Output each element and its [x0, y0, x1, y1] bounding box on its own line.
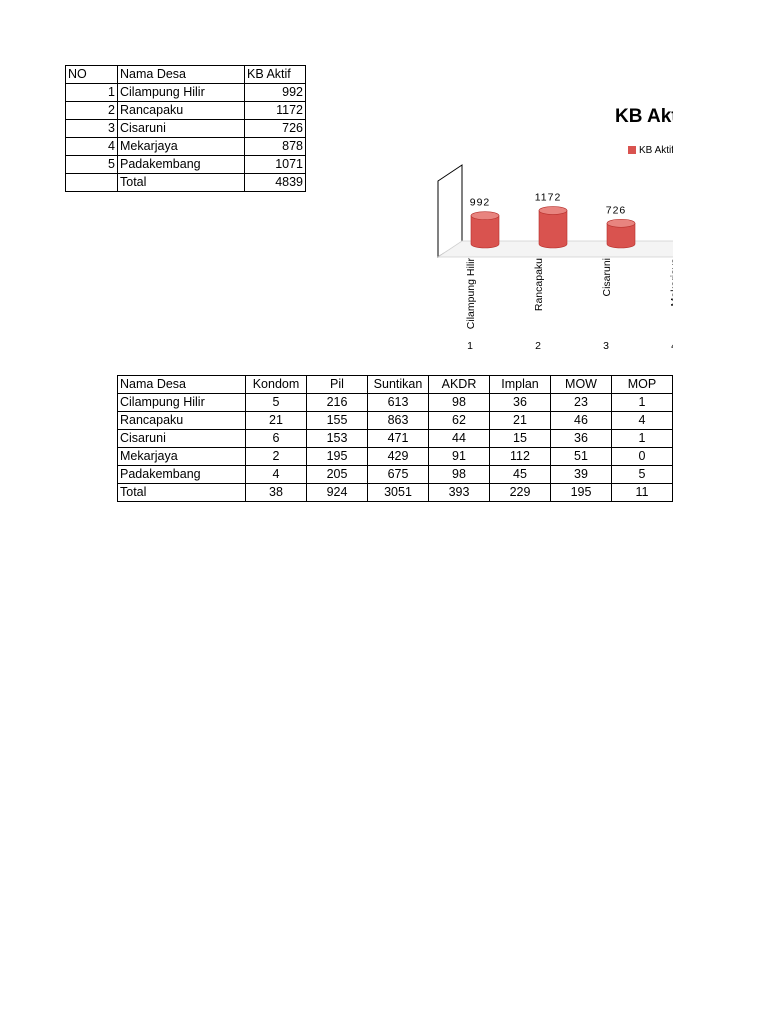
- table-row: [66, 84, 306, 102]
- value-cell: 98: [429, 394, 490, 412]
- total-value: 195: [551, 484, 612, 502]
- category-label: Cisaruni: [601, 258, 613, 297]
- table-row: [118, 394, 673, 412]
- total-value: 4839: [245, 174, 306, 192]
- header-cell: Implan: [490, 376, 551, 394]
- bar: [539, 207, 567, 248]
- x-tick-number: 2: [535, 340, 541, 352]
- data-label: 992: [469, 196, 491, 209]
- value-cell: 44: [429, 430, 490, 448]
- legend-label: KB Aktif: [639, 145, 675, 156]
- value-cell: 36: [490, 394, 551, 412]
- value-cell: 21: [490, 412, 551, 430]
- table-row: [118, 412, 673, 430]
- total-label: Total: [118, 484, 246, 502]
- bar-top: [471, 212, 499, 220]
- value-cell: 6: [246, 430, 307, 448]
- value-cell: 613: [368, 394, 429, 412]
- bar: [471, 212, 499, 248]
- desa-name: Cisaruni: [118, 430, 246, 448]
- category-label: Mekarjaya: [669, 258, 681, 307]
- bar-body: [539, 211, 567, 248]
- row-number: 3: [66, 120, 118, 138]
- value-cell: 15: [490, 430, 551, 448]
- table-row: [118, 448, 673, 466]
- desa-name: Rancapaku: [118, 412, 246, 430]
- header-cell: MOW: [551, 376, 612, 394]
- legend-swatch: [628, 146, 636, 154]
- value-cell: 205: [307, 466, 368, 484]
- value-cell: 62: [429, 412, 490, 430]
- total-row: [118, 484, 673, 502]
- kb-value: 1071: [245, 156, 306, 174]
- kb-aktif-table: [65, 65, 306, 192]
- header-cell: Kondom: [246, 376, 307, 394]
- row-number: 4: [66, 138, 118, 156]
- row-number: 1: [66, 84, 118, 102]
- total-label: Total: [118, 174, 245, 192]
- header-cell: Suntikan: [368, 376, 429, 394]
- x-tick-number: 3: [603, 340, 609, 352]
- kb-value: 726: [245, 120, 306, 138]
- data-label: 726: [605, 204, 627, 217]
- x-tick-number: 4: [671, 340, 677, 352]
- header-cell: NO: [66, 66, 118, 84]
- value-cell: 46: [551, 412, 612, 430]
- kb-aktif-chart: [430, 95, 766, 355]
- desa-name: Cilampung Hilir: [118, 84, 245, 102]
- row-number: 2: [66, 102, 118, 120]
- total-value: 229: [490, 484, 551, 502]
- bar-top: [539, 207, 567, 215]
- value-cell: 4: [612, 412, 673, 430]
- value-cell: 471: [368, 430, 429, 448]
- bar-body: [471, 216, 499, 248]
- table-row: [118, 430, 673, 448]
- value-cell: 91: [429, 448, 490, 466]
- chart-svg: [430, 95, 766, 355]
- value-cell: 2: [246, 448, 307, 466]
- value-cell: 675: [368, 466, 429, 484]
- table-row: [66, 120, 306, 138]
- value-cell: 0: [612, 448, 673, 466]
- value-cell: 45: [490, 466, 551, 484]
- value-cell: 1: [612, 394, 673, 412]
- value-cell: 195: [307, 448, 368, 466]
- total-value: 11: [612, 484, 673, 502]
- value-cell: 155: [307, 412, 368, 430]
- kb-method-table: [117, 375, 673, 502]
- total-row: [66, 174, 306, 192]
- value-cell: 21: [246, 412, 307, 430]
- table-row: [66, 156, 306, 174]
- table-row: [66, 138, 306, 156]
- row-number: 5: [66, 156, 118, 174]
- empty-cell: [66, 174, 118, 192]
- value-cell: 23: [551, 394, 612, 412]
- value-cell: 51: [551, 448, 612, 466]
- x-tick-number: 1: [467, 340, 473, 352]
- total-value: 393: [429, 484, 490, 502]
- kb-value: 1172: [245, 102, 306, 120]
- desa-name: Rancapaku: [118, 102, 245, 120]
- desa-name: Padakembang: [118, 466, 246, 484]
- chart-marks: 992Cilampung Hilir11172Rancapaku2726Cisaruni3878Mekarjaya41071Padakembang5: [465, 192, 673, 352]
- table-header-row: [66, 66, 306, 84]
- category-label: Rancapaku: [533, 258, 545, 312]
- value-cell: 4: [246, 466, 307, 484]
- header-cell: AKDR: [429, 376, 490, 394]
- desa-name: Mekarjaya: [118, 448, 246, 466]
- total-value: 38: [246, 484, 307, 502]
- table-row: [118, 466, 673, 484]
- bar-top: [607, 219, 635, 227]
- value-cell: 216: [307, 394, 368, 412]
- value-cell: 429: [368, 448, 429, 466]
- value-cell: 153: [307, 430, 368, 448]
- value-cell: 39: [551, 466, 612, 484]
- header-cell: MOP: [612, 376, 673, 394]
- value-cell: 36: [551, 430, 612, 448]
- desa-name: Cisaruni: [118, 120, 245, 138]
- table-header-row: [118, 376, 673, 394]
- total-value: 924: [307, 484, 368, 502]
- value-cell: 863: [368, 412, 429, 430]
- value-cell: 5: [246, 394, 307, 412]
- value-cell: 1: [612, 430, 673, 448]
- bar: [607, 219, 635, 248]
- kb-value: 878: [245, 138, 306, 156]
- desa-name: Mekarjaya: [118, 138, 245, 156]
- header-cell: Nama Desa: [118, 66, 245, 84]
- total-value: 3051: [368, 484, 429, 502]
- desa-name: Cilampung Hilir: [118, 394, 246, 412]
- header-cell: KB Aktif: [245, 66, 306, 84]
- value-cell: 5: [612, 466, 673, 484]
- chart-title: KB Aktif: [615, 106, 690, 127]
- header-cell: Pil: [307, 376, 368, 394]
- value-cell: 112: [490, 448, 551, 466]
- header-cell: Nama Desa: [118, 376, 246, 394]
- desa-name: Padakembang: [118, 156, 245, 174]
- data-label: 1172: [534, 191, 562, 204]
- table-row: [66, 102, 306, 120]
- value-cell: 98: [429, 466, 490, 484]
- kb-value: 992: [245, 84, 306, 102]
- category-label: Cilampung Hilir: [465, 258, 477, 330]
